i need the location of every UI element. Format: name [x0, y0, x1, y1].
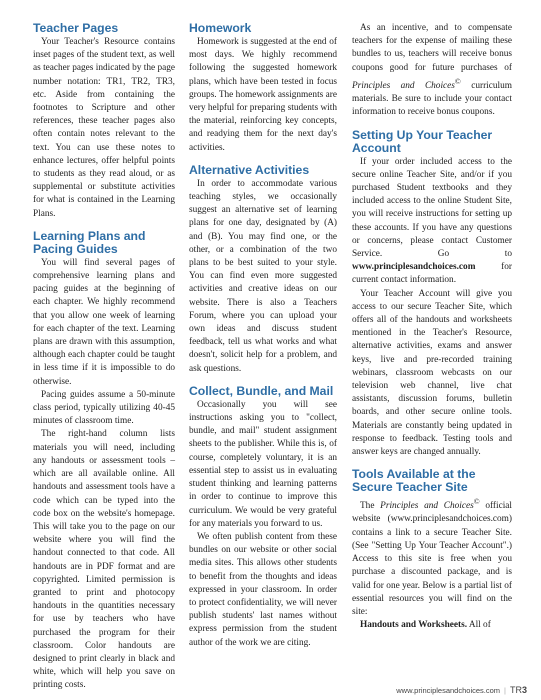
paragraph: Occasionally you will see instructions asking you to "collect, bundle, and mail" student assignment sheets to the publisher. While this is, of course, completely voluntary, it is an essential step to assist us in evaluating student thinking and learning patterns in order to continue to improve this curriculum. We would be very grateful for any materials you forward to us. [189, 399, 337, 529]
copyright-mark: © [454, 76, 461, 86]
paragraph: Homework is suggested at the end of most days. We highly recommend following the suggested homework plans, which have been tested in focus groups. The homework assignments are very helpful for preparing students with the material, reinforcing key concepts, and readying them for the next day's activities. [189, 37, 337, 153]
page-footer [396, 685, 527, 695]
copyright-mark: © [473, 497, 480, 507]
heading-homework: Homework [189, 21, 252, 35]
heading-teacher-pages: Teacher Pages [33, 21, 119, 35]
page-number [510, 685, 527, 695]
text-run: As an incentive, and to compensate teachers for the expense of mailing these bundles to us, teachers will receive bonus coupons good for future purchases of [352, 23, 512, 73]
paragraph: The right-hand column lists materials you will need, including any handouts or assessment tools – which are all available online. All handouts and assessment tools have a code which can be typed into the code box on the website's homepage. This will take you to the page on our website where you will find the handout connected to that code. All handouts are in PDF format and are copyrighted. Limited permission is granted to print and photocopy handouts in the quantities necessary for use by teachers who have purchased the program for their classroom. Color handouts are designed to print clearly in black and white, which will help you save on printing costs. [33, 429, 175, 691]
italic-title: Principles and Choices [380, 501, 474, 512]
paragraph [352, 156, 512, 288]
paragraph [352, 619, 512, 632]
heading-setting-up-account: Setting Up Your Teacher Account [352, 127, 493, 155]
paragraph: We often publish content from these bundles on our website or other social media sites. This allows other students to benefit from the thoughts and ideas expressed in your classroom. In order to protect confidentiality, we will never publish students' last names without express permission from the student author of the work we are citing. [189, 531, 337, 648]
column-left [33, 22, 175, 693]
page-prefix: TR [509, 685, 522, 695]
paragraph [352, 495, 512, 619]
footer-url: www.principlesandchoices.com [396, 686, 501, 695]
heading-tools-available: Tools Available at the Secure Teacher Site [352, 467, 476, 495]
paragraph: Pacing guides assume a 50-minute class period, typically utilizing 40-45 minutes of classroom time. [33, 389, 175, 427]
footer-divider: | [504, 686, 506, 695]
heading-alternative-activities: Alternative Activities [189, 162, 310, 177]
bold-lead: Handouts and Worksheets. [360, 620, 468, 631]
page-number-value: 3 [521, 685, 527, 695]
text-run: for current contact information. [352, 262, 512, 286]
paragraph: Your Teacher Account will give you access to our secure Teacher Site, which offers all of the handouts and worksheets mentioned in the Teacher's Resource, alternative activities, exams and answer keys, live and pre-recorded training webinars, classroom webcasts on our television web channel, live chat assistants, discussion forums, bulletin boards, and other secure online tools. Materials are constantly being updated in response to feedback. Testing tools and answer keys are changed annually. [352, 288, 512, 457]
heading-learning-plans: Learning Plans and Pacing Guides [33, 228, 146, 256]
italic-title: Principles and Choices [352, 80, 455, 91]
text-run: official website (www.principlesandchoices.com) contains a link to a secure Teacher Site. (See "Setting Up Your Teacher Account".) Access to this site is free when you purchase a discounted package, and is valid for one year. Below is a partial list of essential resources you will find on the site: [352, 501, 512, 617]
text-run: curriculum materials. Be sure to include your contact information to receive bonus coupons. [352, 80, 512, 118]
heading-collect-bundle-mail: Collect, Bundle, and Mail [189, 383, 334, 398]
paragraph: Your Teacher's Resource contains inset pages of the student text, as well as teacher pages indicated by the page number notation: TR1, TR2, TR3, etc. Aside from containing the footnotes to Scripture and other references, these teacher pages also often contain notes relevant to the text. You can use these notes to enhance lectures, offer helpful points to students as they read aloud, or as supplemental or substitute activities for what is contained in the Learning Plans. [33, 37, 175, 219]
paragraph: You will find several pages of comprehensive learning plans and pacing guides at the beginning of each chapter. We highly recommend that you allow one week of learning for each chapter of the text. Learning plans are drawn with this assumption, although each chapter could be taught in less time if it is impossible to do otherwise. [33, 257, 175, 387]
text-run: If your order included access to the secure online Teacher Site, and/or if you purchased Student textbooks and they included access to the online Student Site, you will receive instructions for setting up these accounts. If you have any questions or concerns, please contact Customer Service. Go to [352, 156, 512, 259]
text-run: All of [467, 620, 491, 631]
paragraph: In order to accommodate various teaching styles, we occasionally suggest an alternative set of learning plans for one day, designated by (A) and (B). You may find one, or the other, or a combination of the two plans to be best suited to your style. You can find even more suggested activities and creative ideas on our website. There is also a Teachers Forum, where you can upload your own ideas and discuss student feedback, tell us what works and what doesn't, solicit help for a problem, and ask questions. [189, 178, 337, 374]
column-right [352, 22, 512, 632]
paragraph [352, 22, 512, 120]
text-run: The [360, 501, 381, 512]
website-url: www.principlesandchoices.com [352, 262, 476, 273]
column-middle [189, 22, 337, 650]
